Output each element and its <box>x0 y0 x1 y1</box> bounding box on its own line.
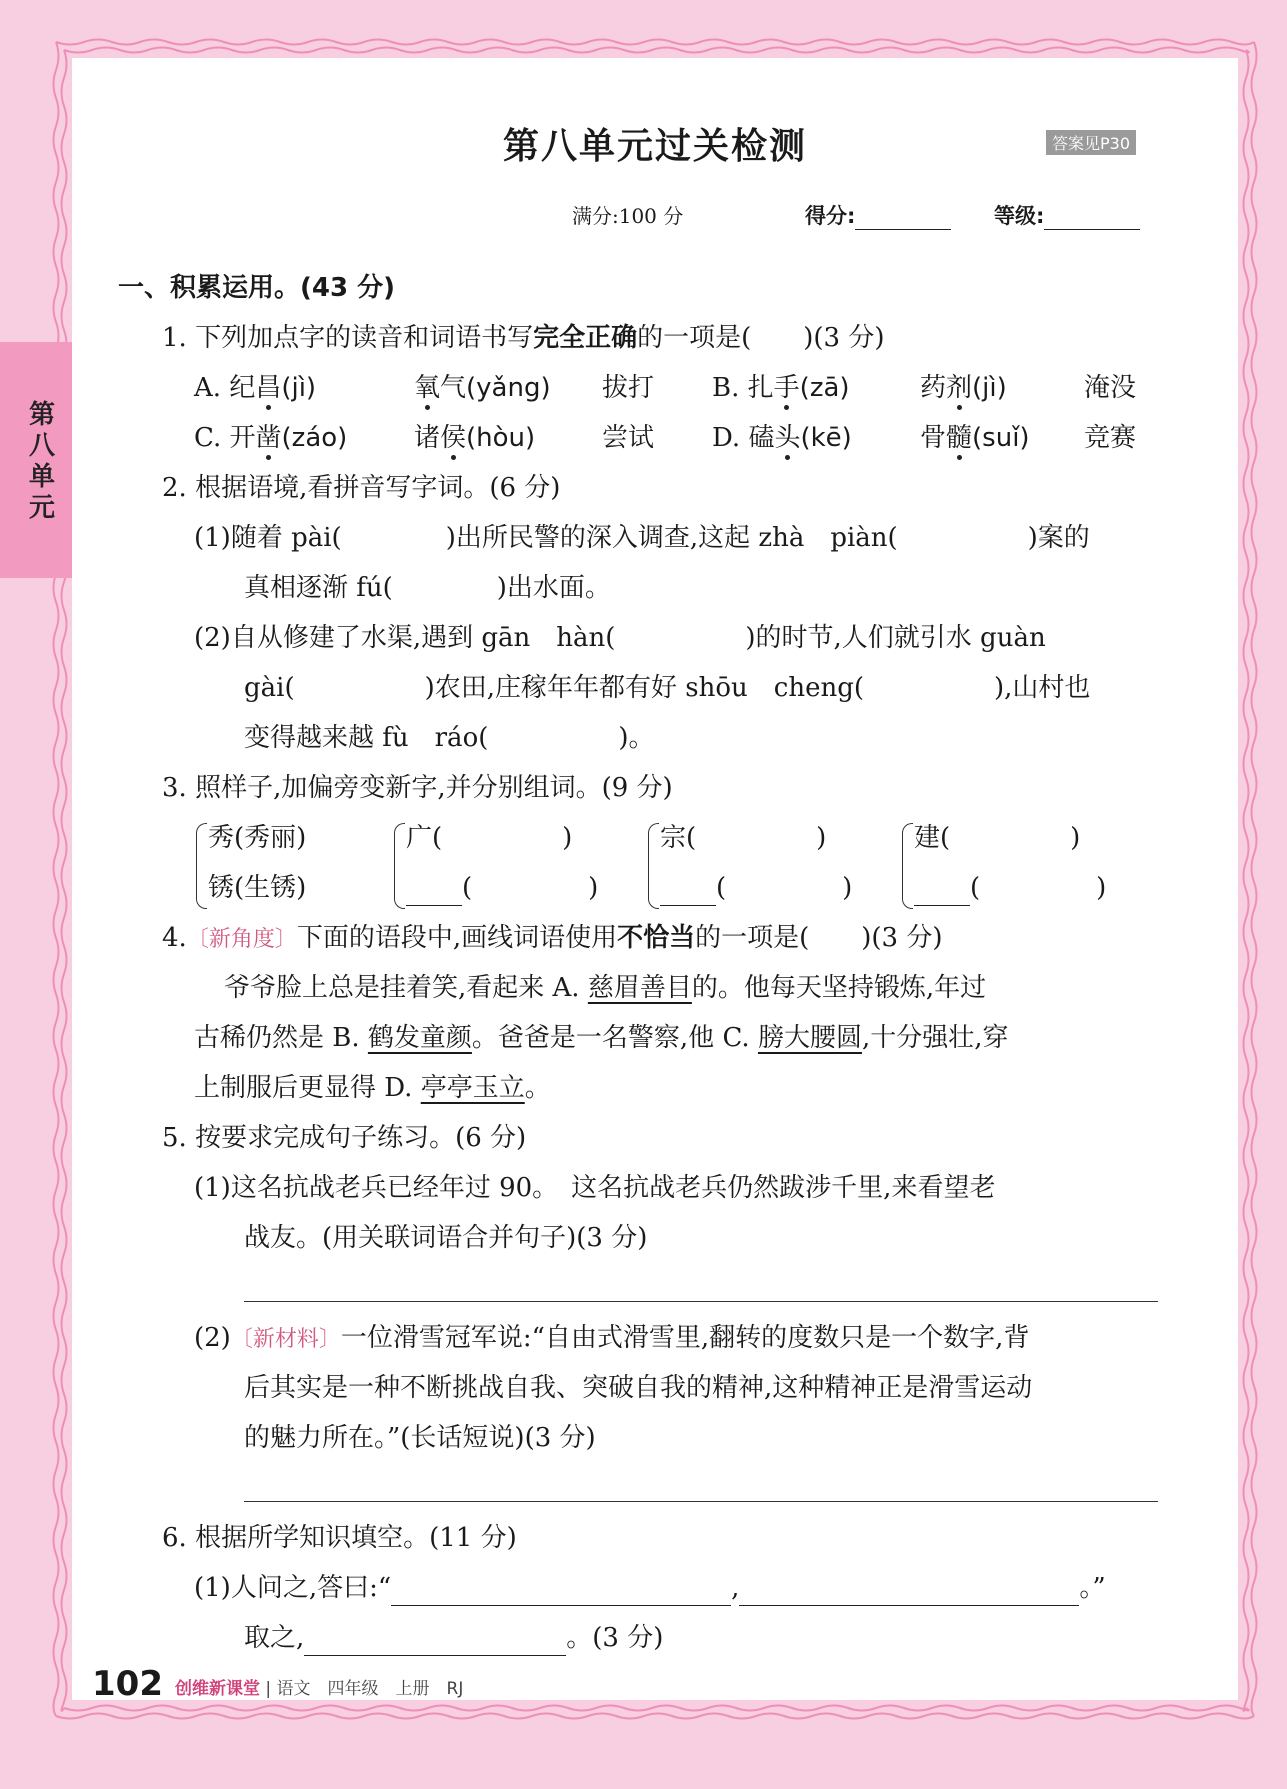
q4-stem: 4.〔新角度〕下面的语段中,画线词语使用不恰当的一项是( )(3 分) <box>162 923 943 953</box>
option-c-phrase: 膀大腰圆 <box>757 1023 862 1053</box>
grade-blank[interactable] <box>1044 207 1140 230</box>
q5-part2-line1: (2)〔新材料〕一位滑雪冠军说:“自由式滑雪里,翻转的度数只是一个数字,背 <box>194 1323 1030 1353</box>
q5-part1-line2: 战友。(用关联词语合并句子)(3 分) <box>244 1223 648 1253</box>
q1-option-b-word3: 淹没 <box>1084 373 1137 403</box>
q5-part2-answer-line[interactable] <box>244 1501 1158 1502</box>
q6-blank-1[interactable] <box>391 1575 731 1606</box>
option-b-phrase: 鹤发童颜 <box>367 1023 472 1053</box>
q5-part2-line3: 的魅力所在。”(长话短说)(3 分) <box>244 1423 596 1453</box>
q2-part1-line1[interactable]: (1)随着 pài( )出所民警的深入调查,这起 zhà piàn( )案的 <box>194 523 1090 553</box>
q3-group2-brace <box>648 823 659 909</box>
page-title: 第八单元过关检测 <box>502 126 807 167</box>
q1-option-c-word3: 尝试 <box>602 423 655 453</box>
footer-series-info: 创维新课堂 | 语文 四年级 上册 RJ <box>175 1679 464 1699</box>
q6-part1-line2: 取之, 。(3 分) <box>244 1620 663 1656</box>
q1-option-d[interactable]: D. 磕头(kē) <box>712 423 852 453</box>
q1-option-a-word2: 氧气(yǎng) <box>414 373 551 403</box>
q3-group1-top[interactable]: 广( ) <box>406 823 573 853</box>
q3-group3-brace <box>902 823 913 909</box>
q1-option-a[interactable]: A. 纪昌(jì) <box>194 373 317 403</box>
q3-group2-top[interactable]: 宗( ) <box>660 823 827 853</box>
q5-stem: 5. 按要求完成句子练习。(6 分) <box>162 1123 527 1153</box>
q1-option-c[interactable]: C. 开凿(záo) <box>194 423 348 453</box>
q3-example-top: 秀(秀丽) <box>208 823 307 853</box>
q2-stem: 2. 根据语境,看拼音写字词。(6 分) <box>162 473 561 503</box>
new-angle-tag: 〔新角度〕 <box>186 927 297 952</box>
q3-group1-brace <box>394 823 405 909</box>
q1-option-b-word2: 药剂(jì) <box>920 373 1007 403</box>
q3-example-bottom: 锈(生锈) <box>208 873 307 903</box>
section-heading: 一、积累运用。(43 分) <box>118 273 395 303</box>
q5-part1-line1: (1)这名抗战老兵已经年过 90。 这名抗战老兵仍然跋涉千里,来看望老 <box>194 1173 996 1203</box>
q6-blank-2[interactable] <box>739 1575 1079 1606</box>
q3-group3-bottom[interactable]: ( ) <box>914 870 1106 906</box>
brand-name: 创维新课堂 <box>175 1679 260 1699</box>
worksheet-page <box>72 58 1238 1700</box>
q1-option-d-word3: 竞赛 <box>1084 423 1137 453</box>
q2-part2-line1[interactable]: (2)自从修建了水渠,遇到 gān hàn( )的时节,人们就引水 guàn <box>194 623 1046 653</box>
page-number: 102 <box>92 1664 163 1704</box>
answer-reference-badge: 答案见P30 <box>1046 130 1136 155</box>
unit-side-tab-label: 第 八 单 元 <box>28 400 55 523</box>
q3-example-brace <box>196 823 207 909</box>
q4-passage-line2: 古稀仍然是 B. 鹤发童颜。爸爸是一名警察,他 C. 膀大腰圆,十分强壮,穿 <box>194 1023 1009 1053</box>
q2-part2-line2[interactable]: gài( )农田,庄稼年年都有好 shōu cheng( ),山村也 <box>244 673 1091 703</box>
q1-stem: 1. 下列加点字的读音和词语书写完全正确的一项是( )(3 分) <box>162 323 885 353</box>
q1-option-d-word2: 骨髓(suǐ) <box>920 423 1030 453</box>
q3-stem: 3. 照样子,加偏旁变新字,并分别组词。(9 分) <box>162 773 673 803</box>
q5-part2-line2: 后其实是一种不断挑战自我、突破自我的精神,这种精神正是滑雪运动 <box>244 1373 1033 1403</box>
q6-stem: 6. 根据所学知识填空。(11 分) <box>162 1523 517 1553</box>
q3-group3-top[interactable]: 建( ) <box>914 823 1081 853</box>
q5-part1-answer-line[interactable] <box>244 1301 1158 1302</box>
q1-option-a-word3: 拔打 <box>602 373 655 403</box>
q1-option-b[interactable]: B. 扎手(zā) <box>712 373 850 403</box>
q4-passage-line3: 上制服后更显得 D. 亭亭玉立。 <box>194 1073 551 1103</box>
option-d-phrase: 亭亭玉立 <box>420 1073 525 1103</box>
q3-group2-bottom[interactable]: ( ) <box>660 870 852 906</box>
q1-option-c-word2: 诸侯(hòu) <box>414 423 536 453</box>
score-blank[interactable] <box>855 207 951 230</box>
q6-blank-3[interactable] <box>304 1625 566 1656</box>
grade-field: 等级: <box>994 200 1140 230</box>
score-field: 得分: <box>805 200 951 230</box>
new-material-tag: 〔新材料〕 <box>230 1327 341 1352</box>
q2-part1-line2[interactable]: 真相逐渐 fú( )出水面。 <box>244 573 611 603</box>
q6-part1-line1: (1)人问之,答曰:“ , 。” <box>194 1570 1106 1606</box>
q3-group1-bottom[interactable]: ( ) <box>406 870 598 906</box>
q4-passage-line1: 爷爷脸上总是挂着笑,看起来 A. 慈眉善目的。他每天坚持锻炼,年过 <box>224 973 987 1003</box>
full-score-label: 满分:100 分 <box>572 204 684 228</box>
q2-part2-line3[interactable]: 变得越来越 fù ráo( )。 <box>244 723 655 753</box>
option-a-phrase: 慈眉善目 <box>587 973 692 1003</box>
